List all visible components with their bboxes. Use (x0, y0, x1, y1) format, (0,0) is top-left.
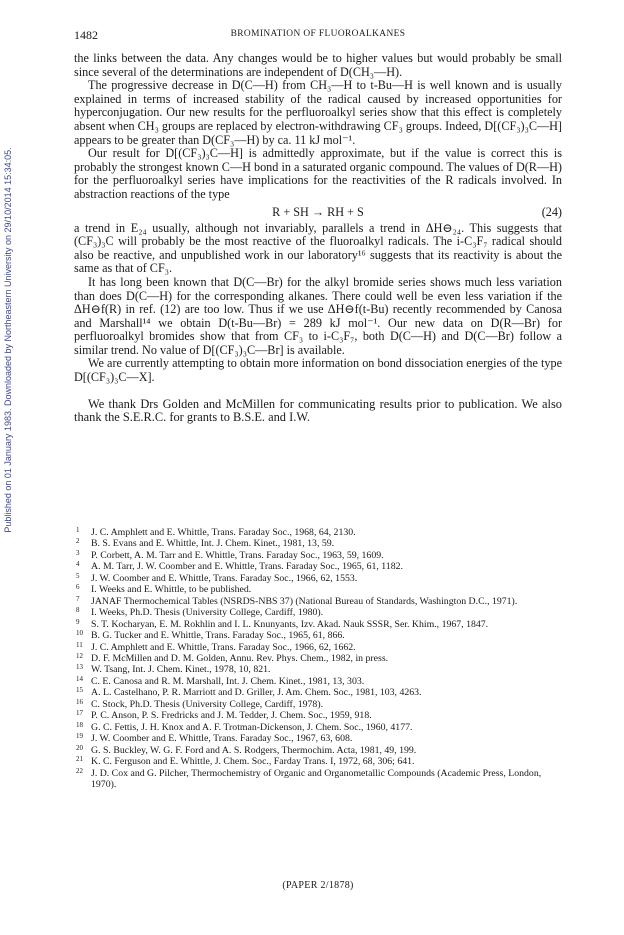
reference-number: 10 (76, 629, 83, 638)
reference-text: I. Weeks, Ph.D. Thesis (University College, Cardiff, 1980). (91, 607, 324, 619)
reference-text: P. Corbett, A. M. Tarr and E. Whittle, Trans. Faraday Soc., 1963, 59, 1609. (91, 549, 384, 561)
reference-number: 6 (76, 583, 80, 592)
reference-number: 2 (76, 537, 80, 546)
reference-text: I. Weeks and E. Whittle, to be published. (91, 584, 252, 596)
reference-text: A. M. Tarr, J. W. Coomber and E. Whittle, Trans. Faraday Soc., 1965, 61, 1182. (91, 561, 403, 573)
reference-number: 11 (76, 640, 83, 649)
reference-item (74, 550, 562, 561)
reference-text: B. S. Evans and E. Whittle, Int. J. Chem. Kinet., 1981, 13, 59. (91, 538, 335, 550)
reference-number: 20 (76, 743, 83, 752)
reference-item (74, 561, 562, 572)
reference-item (74, 768, 562, 791)
download-notice (2, 130, 14, 550)
download-notice-text: Published on 01 January 1983. Downloaded by Northeastern University on 29/10/2014 15:34:05. (3, 147, 13, 533)
reference-number: 18 (76, 720, 83, 729)
paragraph: Our result for D[(CF₃)₃C—H] is admittedly approximate, but if the value is correct this is probably the strongest known C—H bond in a saturated organic compound. The values of D(R—H) for the perfluoroalkyl series have implications for the reactivities of the R radicals involved. In abstraction reactions of the type (74, 146, 562, 201)
reference-text: A. L. Castelhano, P. R. Marriott and D. Griller, J. Am. Chem. Soc., 1981, 103, 4263. (91, 687, 422, 699)
reference-number: 16 (76, 697, 83, 706)
reference-item (74, 745, 562, 756)
reference-item (74, 538, 562, 549)
acknowledgement: We thank Drs Golden and McMillen for communicating results prior to publication. We also thank the S.E.R.C. for grants to B.S.E. and I.W. (74, 396, 562, 425)
reference-item (74, 664, 562, 675)
reference-number: 15 (76, 686, 83, 695)
reference-item (74, 756, 562, 767)
reference-text: P. C. Anson, P. S. Fredricks and J. M. Tedder, J. Chem. Soc., 1959, 918. (91, 710, 372, 722)
reference-number: 13 (76, 663, 83, 672)
paragraph: We are currently attempting to obtain more information on bond dissociation energies of the type D[(CF₃)₃C—X]. (74, 356, 562, 385)
running-title: BROMINATION OF FLUOROALKANES (230, 29, 406, 39)
reference-text: C. Stock, Ph.D. Thesis (University College, Cardiff, 1978). (91, 698, 324, 710)
reference-item (74, 722, 562, 733)
reference-text: J. D. Cox and G. Pilcher, Thermochemistry of Organic and Organometallic Compounds (Academic Press, London, 1970). (91, 767, 542, 790)
reference-text: J. W. Coomber and E. Whittle, Trans. Faraday Soc., 1966, 62, 1553. (91, 572, 358, 584)
reference-number: 3 (76, 548, 80, 557)
paragraph: the links between the data. Any changes would be to higher values but would probably be small since several of the determinations are independent of D(CH₃—H). (74, 51, 562, 79)
reference-text: G. S. Buckley, W. G. F. Ford and A. S. Rodgers, Thermochim. Acta, 1981, 49, 199. (91, 744, 417, 756)
reference-item (74, 619, 562, 630)
equation (74, 206, 562, 221)
reference-text: C. E. Canosa and R. M. Marshall, Int. J. Chem. Kinet., 1981, 13, 303. (91, 675, 365, 687)
reference-text: K. C. Ferguson and E. Whittle, J. Chem. Soc., Farday Trans. I, 1972, 68, 306; 641. (91, 756, 415, 768)
reference-text: B. G. Tucker and E. Whittle, Trans. Faraday Soc., 1965, 61, 866. (91, 630, 345, 642)
reference-number: 7 (76, 594, 80, 603)
reference-item (74, 733, 562, 744)
reference-list (74, 527, 562, 790)
paragraph: It has long been known that D(C—Br) for the alkyl bromide series shows much less variation than does D(C—H) for the corresponding alkanes. There could well be even less variation if the ΔH⊖f(R) in ref. (12) are too low. Thus if we use ΔH⊖f(t-Bu) recently recommended by Canosa and Marshall¹⁴ we obtain D(t-Bu—Br) = 289 kJ mol⁻¹. Our new data on D(R—Br) for perfluoroalkyl bromides show that from CF₃ to i-C₃F₇, both D(C—H) and D(C—Br) follow a similar trend. No value of D[(CF₃)₃C—Br] is available. (74, 274, 562, 357)
reference-number: 12 (76, 651, 83, 660)
reference-text: J. C. Amphlett and E. Whittle, Trans. Faraday Soc., 1968, 64, 2130. (91, 527, 356, 538)
reference-item (74, 584, 562, 595)
reference-item (74, 527, 562, 538)
reference-item (74, 710, 562, 721)
reference-item (74, 573, 562, 584)
equation-expression: R + SH → RH + S (272, 204, 364, 219)
page-header (74, 28, 562, 42)
reference-item (74, 699, 562, 710)
reference-text: J. C. Amphlett and E. Whittle, Trans. Faraday Soc., 1966, 62, 1662. (91, 641, 356, 653)
reference-number: 21 (76, 755, 83, 764)
reference-number: 17 (76, 709, 83, 718)
reference-item (74, 596, 562, 607)
paper-id: (PAPER 2/1878) (282, 880, 354, 891)
reference-item (74, 630, 562, 641)
reference-text: D. F. McMillen and D. M. Golden, Annu. Rev. Phys. Chem., 1982, in press. (91, 652, 389, 664)
article-body (74, 52, 562, 425)
reference-number: 14 (76, 674, 83, 683)
reference-text: G. C. Fettis, J. H. Knox and A. F. Trotman-Dickenson, J. Chem. Soc., 1960, 4177. (91, 721, 413, 733)
reference-item (74, 653, 562, 664)
page-number: 1482 (74, 28, 98, 42)
reference-item (74, 642, 562, 653)
reference-number: 4 (76, 560, 80, 569)
reference-number: 9 (76, 617, 80, 626)
reference-number: 8 (76, 606, 80, 615)
paragraph: The progressive decrease in D(C—H) from CH₃—H to t-Bu—H is well known and is usually explained in terms of increased stability of the radical caused by increased opportunities for hyperconjugation. Our new results for the perfluoroalkyl series show that this effect is completely absent when CH₃ groups are replaced by electron-withdrawing CF₃ groups. Indeed, D[(CF₃)₃C—H] appears to be greater than D(CF₃—H) by ca. 11 kJ mol⁻¹. (74, 78, 562, 147)
reference-number: 5 (76, 571, 80, 580)
reference-number: 1 (76, 526, 80, 534)
reference-item (74, 607, 562, 618)
reference-item (74, 687, 562, 698)
reference-text: JANAF Thermochemical Tables (NSRDS-NBS 37) (National Bureau of Standards, Washington D.C., 1971). (91, 595, 518, 607)
equation-number: (24) (541, 204, 562, 219)
reference-number: 19 (76, 732, 83, 741)
reference-item (74, 676, 562, 687)
reference-number: 22 (76, 766, 83, 775)
reference-text: J. W. Coomber and E. Whittle, Trans. Faraday Soc., 1967, 63, 608. (91, 733, 353, 745)
paragraph: a trend in E₂₄ usually, although not invariably, parallels a trend in ΔH⊖₂₄. This suggests that (CF₃)₃C will probably be the most reactive of the fluoroalkyl radicals. The i-C₃F₇ radical should also be reactive, and unpublished work in our laboratory¹⁶ suggests that its reactivity is about the same as that of CF₃. (74, 220, 562, 276)
reference-text: S. T. Kocharyan, E. M. Rokhlin and I. L. Knunyants, Izv. Akad. Nauk SSSR, Ser. Khim., 1967, 1847. (91, 618, 489, 630)
reference-text: W. Tsang, Int. J. Chem. Kinet., 1978, 10, 821. (91, 664, 271, 676)
